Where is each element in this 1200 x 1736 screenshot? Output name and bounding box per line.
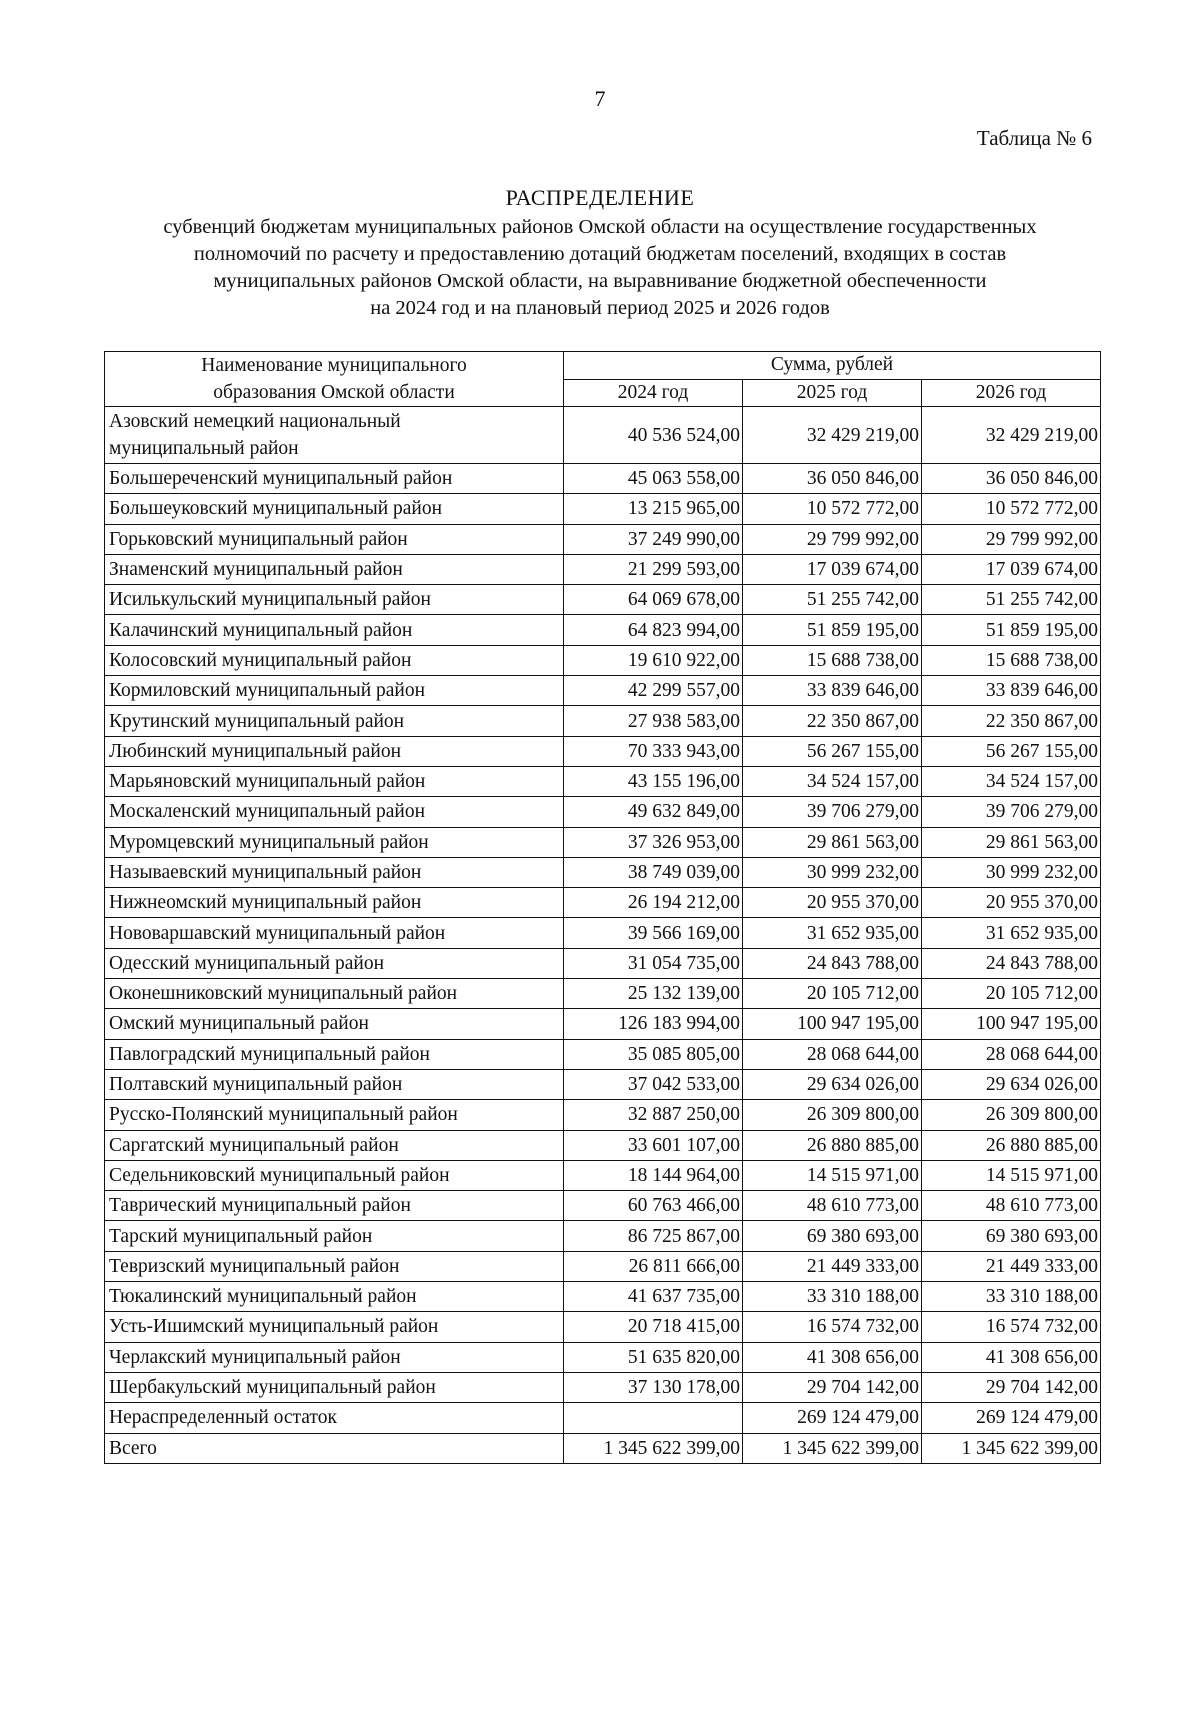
amount-2026-cell: 15 688 738,00	[922, 645, 1101, 675]
amount-2026-cell: 36 050 846,00	[922, 464, 1101, 494]
amount-2025-cell: 29 634 026,00	[743, 1069, 922, 1099]
table-row	[105, 1160, 1101, 1190]
amount-2025-cell: 14 515 971,00	[743, 1160, 922, 1190]
subtitle-line: субвенций бюджетам муниципальных районов Омской области на осуществление государственных	[163, 216, 1037, 238]
amount-2025-cell: 30 999 232,00	[743, 857, 922, 887]
amount-2024-cell: 32 887 250,00	[564, 1100, 743, 1130]
municipality-name-cell: Тарский муниципальный район	[105, 1221, 564, 1251]
table-row	[105, 948, 1101, 978]
amount-2025-cell: 48 610 773,00	[743, 1191, 922, 1221]
municipality-name-cell: Нововаршавский муниципальный район	[105, 918, 564, 948]
table-row	[105, 1039, 1101, 1069]
amount-2024-cell: 35 085 805,00	[564, 1039, 743, 1069]
municipality-name-cell: Калачинский муниципальный район	[105, 615, 564, 645]
municipality-name-cell: Одесский муниципальный район	[105, 948, 564, 978]
amount-2026-cell: 29 799 992,00	[922, 524, 1101, 554]
amount-2025-cell: 10 572 772,00	[743, 494, 922, 524]
municipality-name-cell: Усть-Ишимский муниципальный район	[105, 1312, 564, 1342]
distribution-table	[104, 351, 1101, 1464]
municipality-name-cell: Омский муниципальный район	[105, 1009, 564, 1039]
amount-2026-cell: 41 308 656,00	[922, 1342, 1101, 1372]
amount-2025-cell: 1 345 622 399,00	[743, 1433, 922, 1463]
table-row	[105, 1372, 1101, 1402]
municipality-name-cell: Тевризский муниципальный район	[105, 1251, 564, 1281]
amount-2026-cell: 29 861 563,00	[922, 827, 1101, 857]
amount-2026-cell: 33 839 646,00	[922, 676, 1101, 706]
municipality-name-cell: Седельниковский муниципальный район	[105, 1160, 564, 1190]
table-header	[105, 352, 1101, 407]
subtitle-line: полномочий по расчету и предоставлению дотаций бюджетам поселений, входящих в состав	[193, 243, 1007, 265]
amount-2026-cell: 48 610 773,00	[922, 1191, 1101, 1221]
amount-2025-cell: 31 652 935,00	[743, 918, 922, 948]
subtitle-line: муниципальных районов Омской области, на выравнивание бюджетной обеспеченности	[213, 270, 987, 292]
amount-2026-cell: 30 999 232,00	[922, 857, 1101, 887]
municipality-name-cell	[105, 407, 564, 464]
table-row	[105, 1403, 1101, 1433]
amount-2024-cell: 38 749 039,00	[564, 857, 743, 887]
municipality-name-cell: Оконешниковский муниципальный район	[105, 979, 564, 1009]
table-row	[105, 1191, 1101, 1221]
municipality-name-cell: Горьковский муниципальный район	[105, 524, 564, 554]
amount-2024-cell: 39 566 169,00	[564, 918, 743, 948]
table-row	[105, 1282, 1101, 1312]
amount-2024-cell: 64 069 678,00	[564, 585, 743, 615]
table-row	[105, 676, 1101, 706]
amount-2025-cell: 36 050 846,00	[743, 464, 922, 494]
municipality-name-cell: Тюкалинский муниципальный район	[105, 1282, 564, 1312]
name-column-header-line1: Наименование муниципального	[201, 355, 467, 376]
amount-2024-cell	[564, 1403, 743, 1433]
municipality-name-cell: Называевский муниципальный район	[105, 857, 564, 887]
table-row	[105, 857, 1101, 887]
municipality-name-cell: Черлакский муниципальный район	[105, 1342, 564, 1372]
amount-2024-cell: 37 130 178,00	[564, 1372, 743, 1402]
amount-2024-cell: 49 632 849,00	[564, 797, 743, 827]
amount-2026-cell: 1 345 622 399,00	[922, 1433, 1101, 1463]
table-row	[105, 797, 1101, 827]
amount-2026-cell: 32 429 219,00	[922, 407, 1101, 464]
amount-2026-cell: 22 350 867,00	[922, 706, 1101, 736]
amount-2024-cell: 25 132 139,00	[564, 979, 743, 1009]
municipality-name-cell: Саргатский муниципальный район	[105, 1130, 564, 1160]
table-row	[105, 524, 1101, 554]
amount-2025-cell: 29 704 142,00	[743, 1372, 922, 1402]
amount-2025-cell: 33 310 188,00	[743, 1282, 922, 1312]
name-column-header	[105, 352, 564, 407]
amount-2024-cell: 64 823 994,00	[564, 615, 743, 645]
table-row	[105, 766, 1101, 796]
year-2026-header: 2026 год	[922, 379, 1101, 407]
amount-2025-cell: 51 255 742,00	[743, 585, 922, 615]
amount-2025-cell: 29 799 992,00	[743, 524, 922, 554]
table-row	[105, 464, 1101, 494]
amount-2024-cell: 86 725 867,00	[564, 1221, 743, 1251]
amount-2024-cell: 43 155 196,00	[564, 766, 743, 796]
amount-2024-cell: 126 183 994,00	[564, 1009, 743, 1039]
amount-2026-cell: 29 634 026,00	[922, 1069, 1101, 1099]
sum-column-header: Сумма, рублей	[564, 352, 1101, 380]
amount-2024-cell: 37 042 533,00	[564, 1069, 743, 1099]
municipality-name-cell: Всего	[105, 1433, 564, 1463]
amount-2025-cell: 20 105 712,00	[743, 979, 922, 1009]
amount-2026-cell: 28 068 644,00	[922, 1039, 1101, 1069]
table-row	[105, 615, 1101, 645]
table-row	[105, 645, 1101, 675]
municipality-name-cell: Муромцевский муниципальный район	[105, 827, 564, 857]
name-column-header-line2: образования Омской области	[213, 382, 455, 403]
table-row	[105, 1130, 1101, 1160]
table-row	[105, 888, 1101, 918]
table-body	[105, 407, 1101, 1464]
municipality-name-cell: Колосовский муниципальный район	[105, 645, 564, 675]
amount-2026-cell: 33 310 188,00	[922, 1282, 1101, 1312]
amount-2024-cell: 33 601 107,00	[564, 1130, 743, 1160]
amount-2026-cell: 10 572 772,00	[922, 494, 1101, 524]
municipality-name-cell: Исилькульский муниципальный район	[105, 585, 564, 615]
document-title-block	[100, 184, 1100, 322]
table-row	[105, 706, 1101, 736]
table-row	[105, 736, 1101, 766]
table-row	[105, 1433, 1101, 1463]
municipality-name-cell: Москаленский муниципальный район	[105, 797, 564, 827]
amount-2026-cell: 20 955 370,00	[922, 888, 1101, 918]
municipality-name-cell: Нижнеомский муниципальный район	[105, 888, 564, 918]
municipality-name-cell: Кормиловский муниципальный район	[105, 676, 564, 706]
municipality-name-cell: Павлоградский муниципальный район	[105, 1039, 564, 1069]
municipality-name-cell: Большереченский муниципальный район	[105, 464, 564, 494]
amount-2024-cell: 20 718 415,00	[564, 1312, 743, 1342]
amount-2026-cell: 51 255 742,00	[922, 585, 1101, 615]
amount-2024-cell: 40 536 524,00	[564, 407, 743, 464]
amount-2024-cell: 19 610 922,00	[564, 645, 743, 675]
amount-2024-cell: 1 345 622 399,00	[564, 1433, 743, 1463]
amount-2024-cell: 60 763 466,00	[564, 1191, 743, 1221]
amount-2024-cell: 13 215 965,00	[564, 494, 743, 524]
amount-2025-cell: 69 380 693,00	[743, 1221, 922, 1251]
amount-2024-cell: 21 299 593,00	[564, 554, 743, 584]
page-number: 7	[594, 86, 606, 111]
municipality-name-cell: Полтавский муниципальный район	[105, 1069, 564, 1099]
amount-2025-cell: 39 706 279,00	[743, 797, 922, 827]
amount-2025-cell: 20 955 370,00	[743, 888, 922, 918]
amount-2024-cell: 51 635 820,00	[564, 1342, 743, 1372]
amount-2025-cell: 29 861 563,00	[743, 827, 922, 857]
amount-2026-cell: 16 574 732,00	[922, 1312, 1101, 1342]
amount-2024-cell: 18 144 964,00	[564, 1160, 743, 1190]
amount-2026-cell: 24 843 788,00	[922, 948, 1101, 978]
amount-2026-cell: 34 524 157,00	[922, 766, 1101, 796]
amount-2026-cell: 14 515 971,00	[922, 1160, 1101, 1190]
amount-2024-cell: 45 063 558,00	[564, 464, 743, 494]
amount-2025-cell: 22 350 867,00	[743, 706, 922, 736]
amount-2026-cell: 31 652 935,00	[922, 918, 1101, 948]
municipality-name-cell: Большеуковский муниципальный район	[105, 494, 564, 524]
amount-2026-cell: 56 267 155,00	[922, 736, 1101, 766]
year-2025-header: 2025 год	[743, 379, 922, 407]
amount-2024-cell: 37 326 953,00	[564, 827, 743, 857]
amount-2024-cell: 26 194 212,00	[564, 888, 743, 918]
amount-2025-cell: 269 124 479,00	[743, 1403, 922, 1433]
year-2024-header: 2024 год	[564, 379, 743, 407]
municipality-name-cell: Русско-Полянский муниципальный район	[105, 1100, 564, 1130]
amount-2025-cell: 51 859 195,00	[743, 615, 922, 645]
amount-2025-cell: 17 039 674,00	[743, 554, 922, 584]
amount-2026-cell: 29 704 142,00	[922, 1372, 1101, 1402]
table-row	[105, 407, 1101, 464]
table-row	[105, 918, 1101, 948]
municipality-name-line1: Азовский немецкий национальный	[109, 411, 401, 432]
amount-2025-cell: 41 308 656,00	[743, 1342, 922, 1372]
table-row	[105, 827, 1101, 857]
amount-2026-cell: 21 449 333,00	[922, 1251, 1101, 1281]
amount-2024-cell: 31 054 735,00	[564, 948, 743, 978]
amount-2025-cell: 33 839 646,00	[743, 676, 922, 706]
table-row	[105, 1221, 1101, 1251]
municipality-name-cell: Марьяновский муниципальный район	[105, 766, 564, 796]
amount-2026-cell: 269 124 479,00	[922, 1403, 1101, 1433]
amount-2024-cell: 37 249 990,00	[564, 524, 743, 554]
amount-2024-cell: 26 811 666,00	[564, 1251, 743, 1281]
amount-2025-cell: 21 449 333,00	[743, 1251, 922, 1281]
amount-2025-cell: 26 880 885,00	[743, 1130, 922, 1160]
municipality-name-cell: Знаменский муниципальный район	[105, 554, 564, 584]
amount-2026-cell: 39 706 279,00	[922, 797, 1101, 827]
amount-2025-cell: 28 068 644,00	[743, 1039, 922, 1069]
municipality-name-cell: Шербакульский муниципальный район	[105, 1372, 564, 1402]
document-subtitle	[100, 214, 1100, 322]
document-title: РАСПРЕДЕЛЕНИЕ	[505, 185, 695, 210]
table-row	[105, 1069, 1101, 1099]
municipality-name-cell: Любинский муниципальный район	[105, 736, 564, 766]
table-row	[105, 1251, 1101, 1281]
amount-2024-cell: 27 938 583,00	[564, 706, 743, 736]
amount-2025-cell: 56 267 155,00	[743, 736, 922, 766]
distribution-table-wrapper	[104, 351, 1100, 1464]
amount-2026-cell: 100 947 195,00	[922, 1009, 1101, 1039]
table-row	[105, 585, 1101, 615]
amount-2026-cell: 20 105 712,00	[922, 979, 1101, 1009]
municipality-name-cell: Таврический муниципальный район	[105, 1191, 564, 1221]
amount-2025-cell: 24 843 788,00	[743, 948, 922, 978]
table-row	[105, 979, 1101, 1009]
table-row	[105, 1342, 1101, 1372]
table-row	[105, 1100, 1101, 1130]
amount-2025-cell: 34 524 157,00	[743, 766, 922, 796]
table-row	[105, 1009, 1101, 1039]
amount-2025-cell: 15 688 738,00	[743, 645, 922, 675]
amount-2025-cell: 100 947 195,00	[743, 1009, 922, 1039]
amount-2026-cell: 26 309 800,00	[922, 1100, 1101, 1130]
amount-2024-cell: 70 333 943,00	[564, 736, 743, 766]
amount-2024-cell: 42 299 557,00	[564, 676, 743, 706]
amount-2026-cell: 69 380 693,00	[922, 1221, 1101, 1251]
amount-2025-cell: 26 309 800,00	[743, 1100, 922, 1130]
table-label: Таблица № 6	[976, 126, 1092, 150]
subtitle-line: на 2024 год и на плановый период 2025 и 2026 годов	[370, 297, 830, 319]
table-row	[105, 494, 1101, 524]
amount-2025-cell: 32 429 219,00	[743, 407, 922, 464]
table-row	[105, 554, 1101, 584]
municipality-name-line2: муниципальный район	[109, 438, 299, 459]
municipality-name-cell: Нераспределенный остаток	[105, 1403, 564, 1433]
municipality-name-cell: Крутинский муниципальный район	[105, 706, 564, 736]
amount-2026-cell: 51 859 195,00	[922, 615, 1101, 645]
amount-2025-cell: 16 574 732,00	[743, 1312, 922, 1342]
amount-2026-cell: 26 880 885,00	[922, 1130, 1101, 1160]
amount-2026-cell: 17 039 674,00	[922, 554, 1101, 584]
table-row	[105, 1312, 1101, 1342]
amount-2024-cell: 41 637 735,00	[564, 1282, 743, 1312]
